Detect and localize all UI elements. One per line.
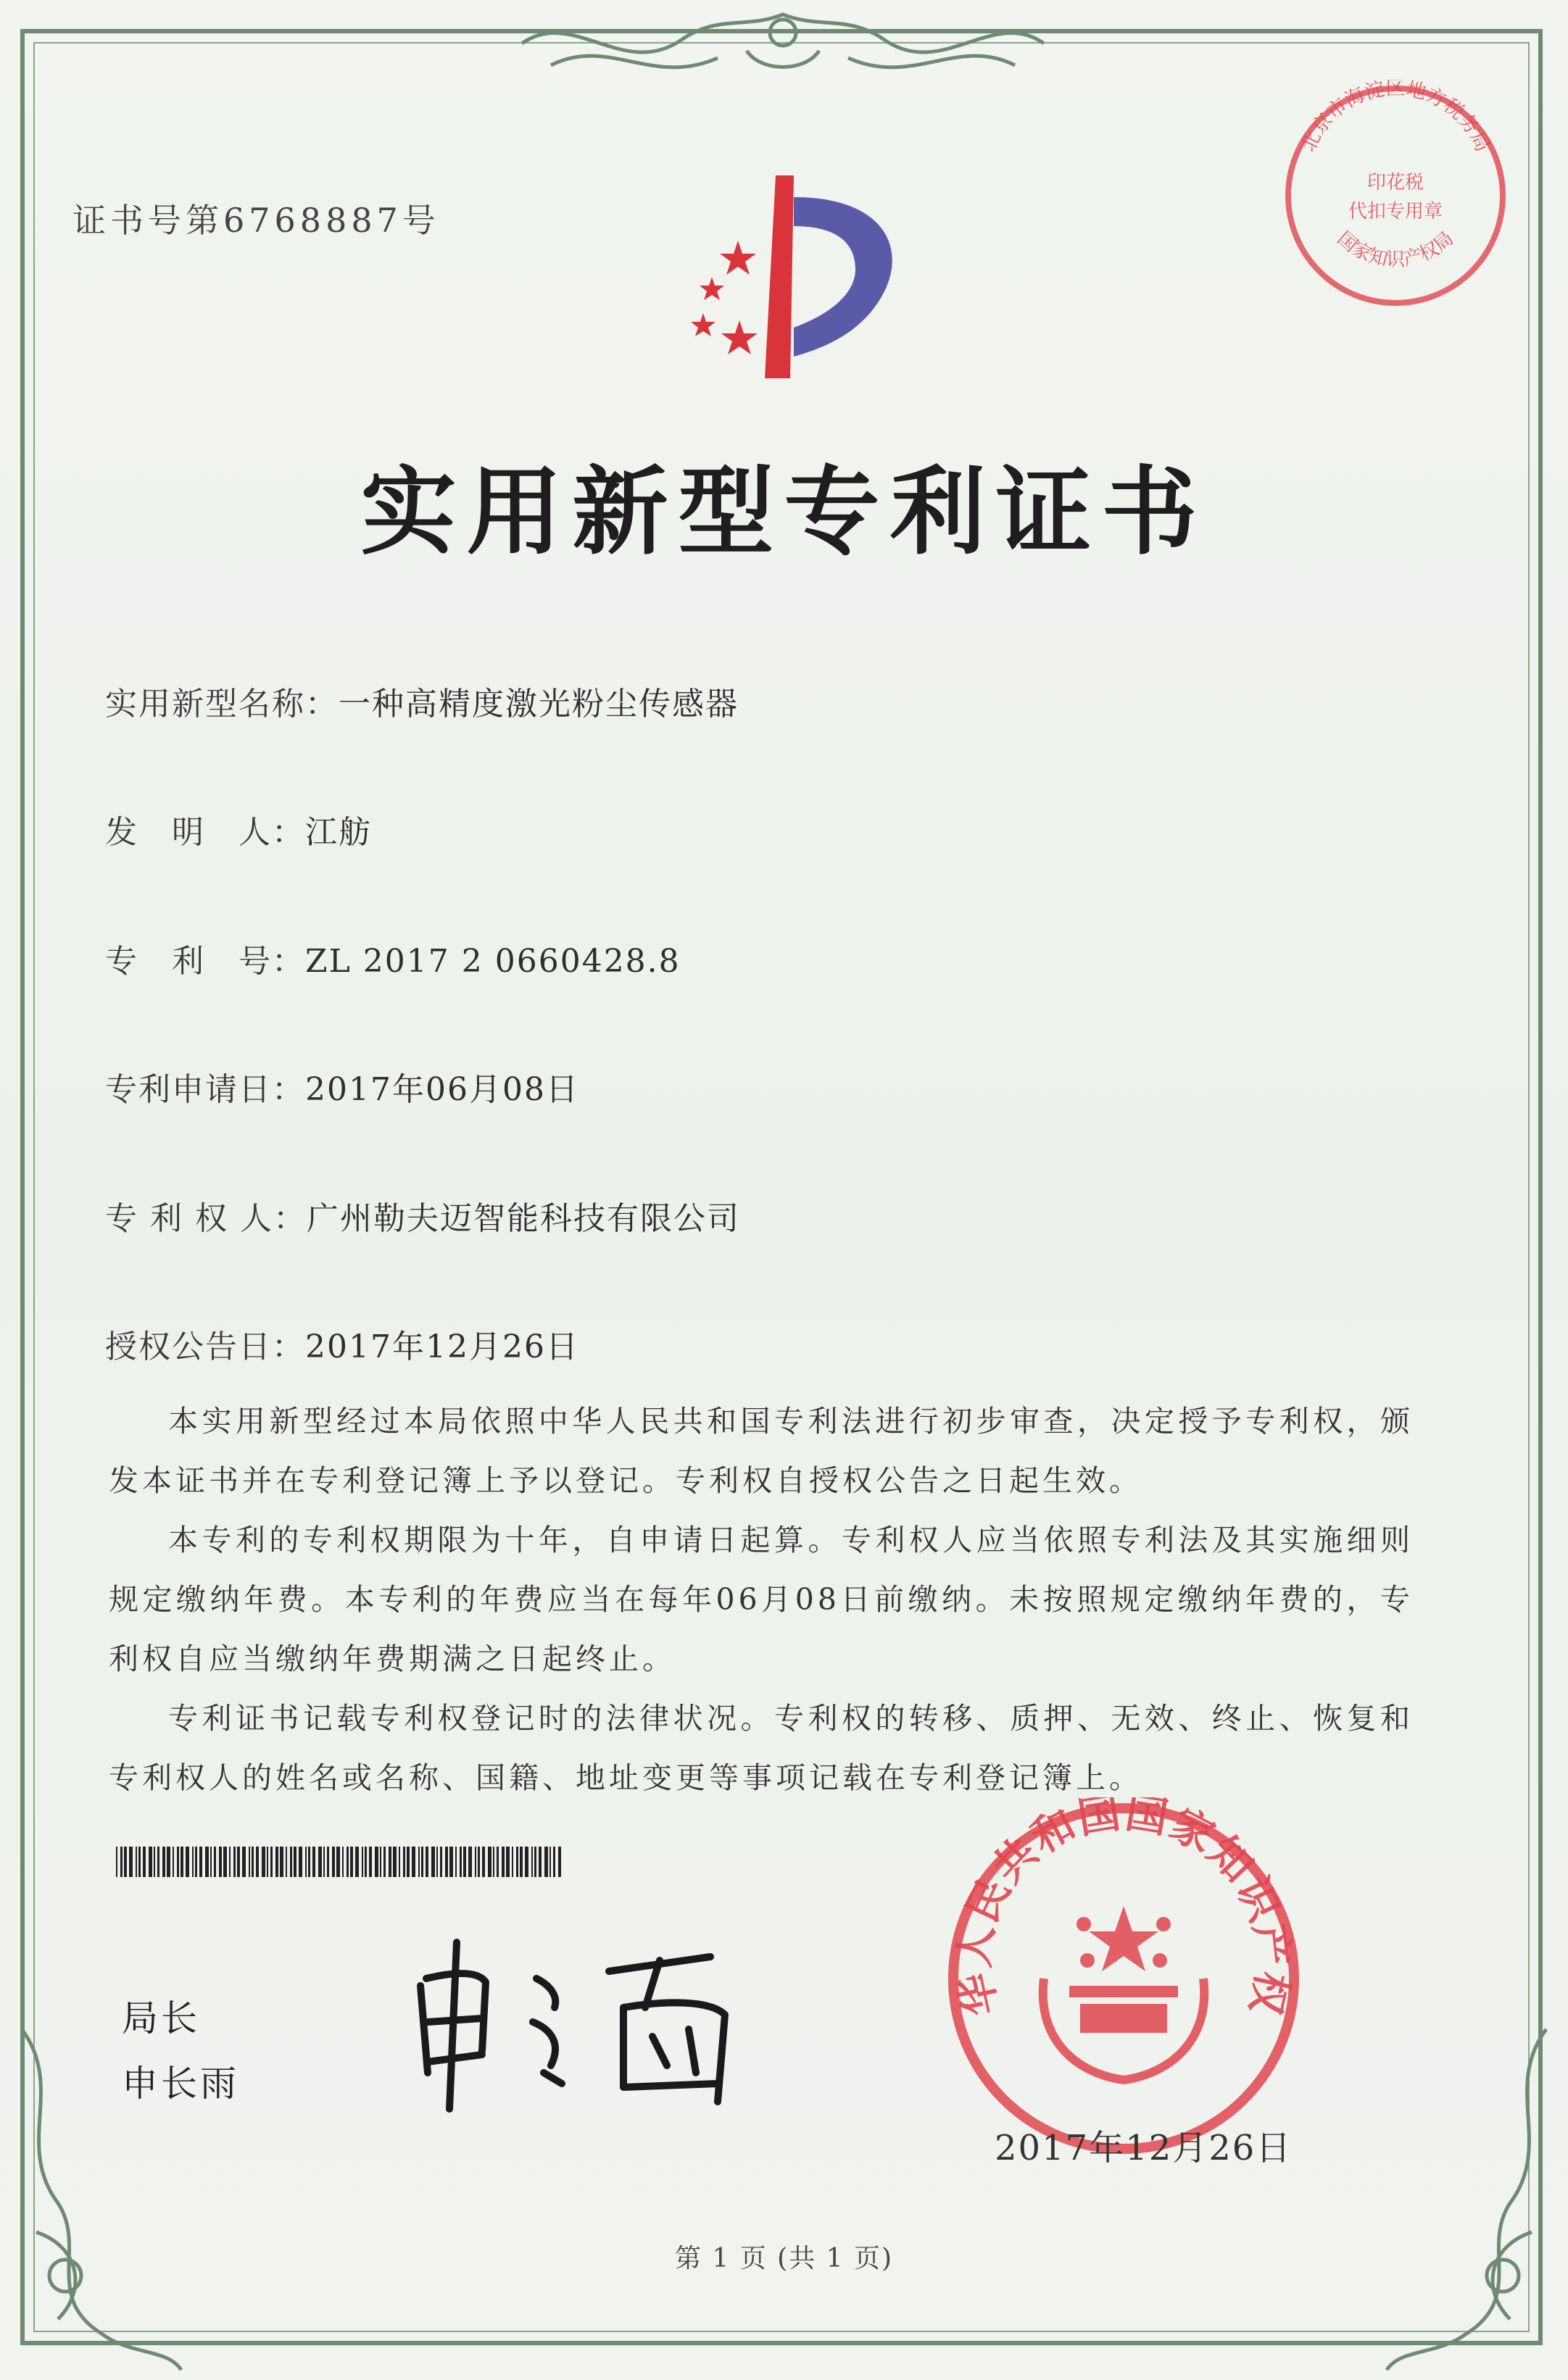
svg-text:国家知识产权局	[1333, 228, 1458, 271]
field-label: 专利申请日：	[105, 1071, 305, 1108]
bottom-right-ornament	[1380, 2015, 1568, 2380]
director-signature	[406, 1928, 783, 2119]
certificate-body	[109, 1391, 1414, 1807]
field-label: 专 利 权 人：	[105, 1200, 307, 1237]
seal-inner-line1: 印花税	[1366, 172, 1424, 194]
seal-inner-line2: 代扣专用章	[1348, 201, 1443, 222]
certificate-number: 证书号第6768887号	[72, 201, 440, 240]
field-value: 2017年12月26日	[305, 1328, 579, 1365]
director-name: 申长雨	[122, 2063, 239, 2105]
field-grant-date	[105, 1320, 579, 1367]
tax-stamp-seal	[1279, 80, 1511, 315]
field-value: 广州勒夫迈智能科技有限公司	[306, 1200, 740, 1237]
top-ornament	[507, 0, 1058, 94]
field-inventor	[105, 806, 372, 852]
field-label: 授权公告日：	[105, 1328, 305, 1365]
patent-office-emblem-icon	[645, 168, 921, 388]
page-number: 第 1 页 (共 1 页)	[674, 2244, 894, 2273]
national-ipo-seal	[942, 1797, 1305, 2163]
svg-text:北京市海淀区地方税务局	[1297, 80, 1494, 155]
seal-arc-text: 北京市海淀区地方税务局	[1297, 80, 1494, 156]
field-label: 专 利 号：	[105, 943, 305, 980]
field-label: 发 明 人：	[105, 814, 305, 851]
director-title: 局长	[122, 1997, 200, 2039]
field-patentee	[105, 1192, 740, 1239]
body-paragraph: 本实用新型经过本局依照中华人民共和国专利法进行初步审查，决定授予专利权，颁发本证书并在专利登记簿上予以登记。专利权自授权公告之日起生效。	[109, 1404, 1414, 1498]
field-patent-number	[105, 935, 681, 981]
seal-date: 2017年12月26日	[995, 2128, 1293, 2168]
field-value: 江舫	[305, 814, 372, 851]
field-utility-model-name	[105, 678, 739, 724]
certificate-title: 实用新型专利证书	[360, 457, 1208, 568]
body-paragraph: 本专利的专利权期限为十年，自申请日起算。专利权人应当依照专利法及其实施细则规定缴纳年费。本专利的年费应当在每年06月08日前缴纳。未按照规定缴纳年费的，专利权自应当缴纳年费期满之日起终止。	[109, 1523, 1414, 1676]
body-paragraph: 专利证书记载专利权登记时的法律状况。专利权的转移、质押、无效、终止、恢复和专利权人的姓名或名称、国籍、地址变更等事项记载在专利登记簿上。	[109, 1701, 1414, 1795]
field-value: ZL 2017 2 0660428.8	[305, 943, 681, 980]
field-value: 一种高精度激光粉尘传感器	[339, 686, 739, 723]
seal-bottom-text: 国家知识产权局	[1332, 228, 1459, 271]
field-label: 实用新型名称：	[105, 686, 339, 723]
barcode	[116, 1847, 565, 1877]
seal-arc-text: 华人民共和国国家知识产权	[949, 1797, 1298, 2021]
field-value: 2017年06月08日	[305, 1071, 579, 1108]
field-application-date	[105, 1063, 579, 1110]
